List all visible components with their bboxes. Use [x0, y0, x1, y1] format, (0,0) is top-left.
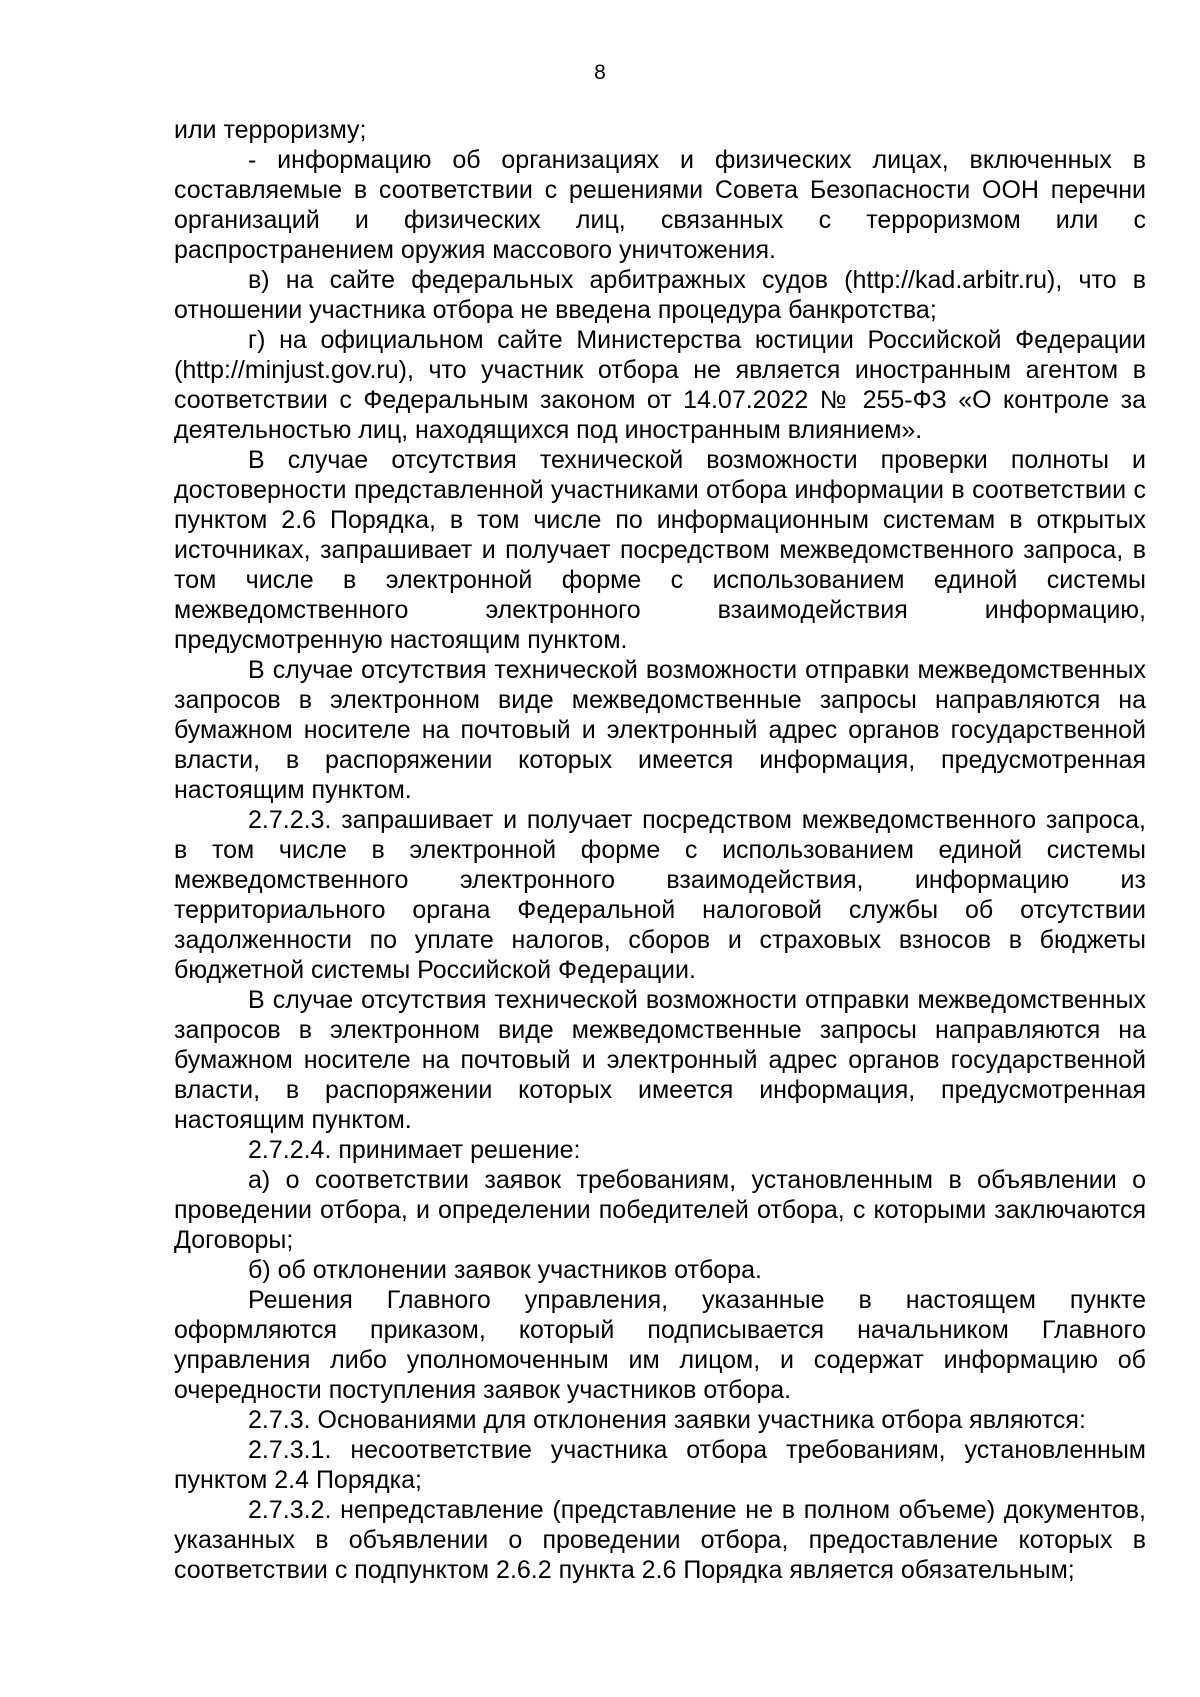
paragraph-no-technical-check: В случае отсутствия технической возможности проверки полноты и достоверности представленной участниками отбора информации в соответствии с пунктом 2.6 Порядка, в том числе по информационным системам в открытых источниках, запрашивает и получает посредством межведомственного запроса, в том числе в электронной форме с использованием единой системы межведомственного электронного взаимодействия информацию, предусмотренную настоящим пунктом. [174, 446, 1146, 654]
paragraph-item-a: а) о соответствии заявок требованиям, установленным в объявлении о проведении отбора, и определении победителей отбора, с которыми заключаются Договоры; [174, 1166, 1146, 1254]
paragraph-continuation: или терроризму; [174, 116, 367, 144]
paragraph-un-sanctions-list: - информацию об организациях и физических лицах, включенных в составляемые в соответствии с решениями Совета Безопасности ООН перечни организаций и физических лиц, связанных с терроризмом или с распространением оружия массового уничтожения. [174, 146, 1146, 264]
paragraph-2-7-3-2: 2.7.3.2. непредставление (представление не в полном объеме) документов, указанных в объявлении о проведении отбора, предоставление которых в соответствии с подпунктом 2.6.2 пункта 2.6 Порядка является обязательным; [174, 1496, 1146, 1584]
document-body [174, 115, 1146, 1585]
paragraph-2-7-2-4: 2.7.2.4. принимает решение: [248, 1136, 581, 1164]
paragraph-item-b: б) об отклонении заявок участников отбора. [248, 1256, 762, 1284]
paragraph-2-7-2-3: 2.7.2.3. запрашивает и получает посредством межведомственного запроса, в том числе в электронной форме с использованием единой системы межведомственного электронного взаимодействия, информацию из территориального органа Федеральной налоговой службы об отсутствии задолженности по уплате налогов, сборов и страховых взносов в бюджеты бюджетной системы Российской Федерации. [174, 806, 1146, 984]
paragraph-decisions: Решения Главного управления, указанные в настоящем пункте оформляются приказом, который подписывается начальником Главного управления либо уполномоченным им лицом, и содержат информацию об очередности поступления заявок участников отбора. [174, 1286, 1146, 1404]
paragraph-item-g: г) на официальном сайте Министерства юстиции Российской Федерации (http://minjust.gov.ru), что участник отбора не является иностранным агентом в соответствии с Федеральным законом от 14.07.2022 № 255-ФЗ «О контроле за деятельностью лиц, находящихся под иностранным влиянием». [174, 326, 1146, 444]
paragraph-item-v: в) на сайте федеральных арбитражных судов (http://kad.arbitr.ru), что в отношении участника отбора не введена процедура банкротства; [174, 266, 1146, 324]
paragraph-2-7-3: 2.7.3. Основаниями для отклонения заявки участника отбора являются: [248, 1406, 1086, 1434]
paragraph-paper-requests-1: В случае отсутствия технической возможности отправки межведомственных запросов в электронном виде межведомственные запросы направляются на бумажном носителе на почтовый и электронный адрес органов государственной власти, в распоряжении которых имеется информация, предусмотренная настоящим пунктом. [174, 656, 1146, 804]
page-number: 8 [594, 61, 606, 84]
paragraph-paper-requests-2: В случае отсутствия технической возможности отправки межведомственных запросов в электронном виде межведомственные запросы направляются на бумажном носителе на почтовый и электронный адрес органов государственной власти, в распоряжении которых имеется информация, предусмотренная настоящим пунктом. [174, 986, 1146, 1134]
paragraph-2-7-3-1: 2.7.3.1. несоответствие участника отбора требованиям, установленным пунктом 2.4 Порядка; [174, 1436, 1146, 1494]
